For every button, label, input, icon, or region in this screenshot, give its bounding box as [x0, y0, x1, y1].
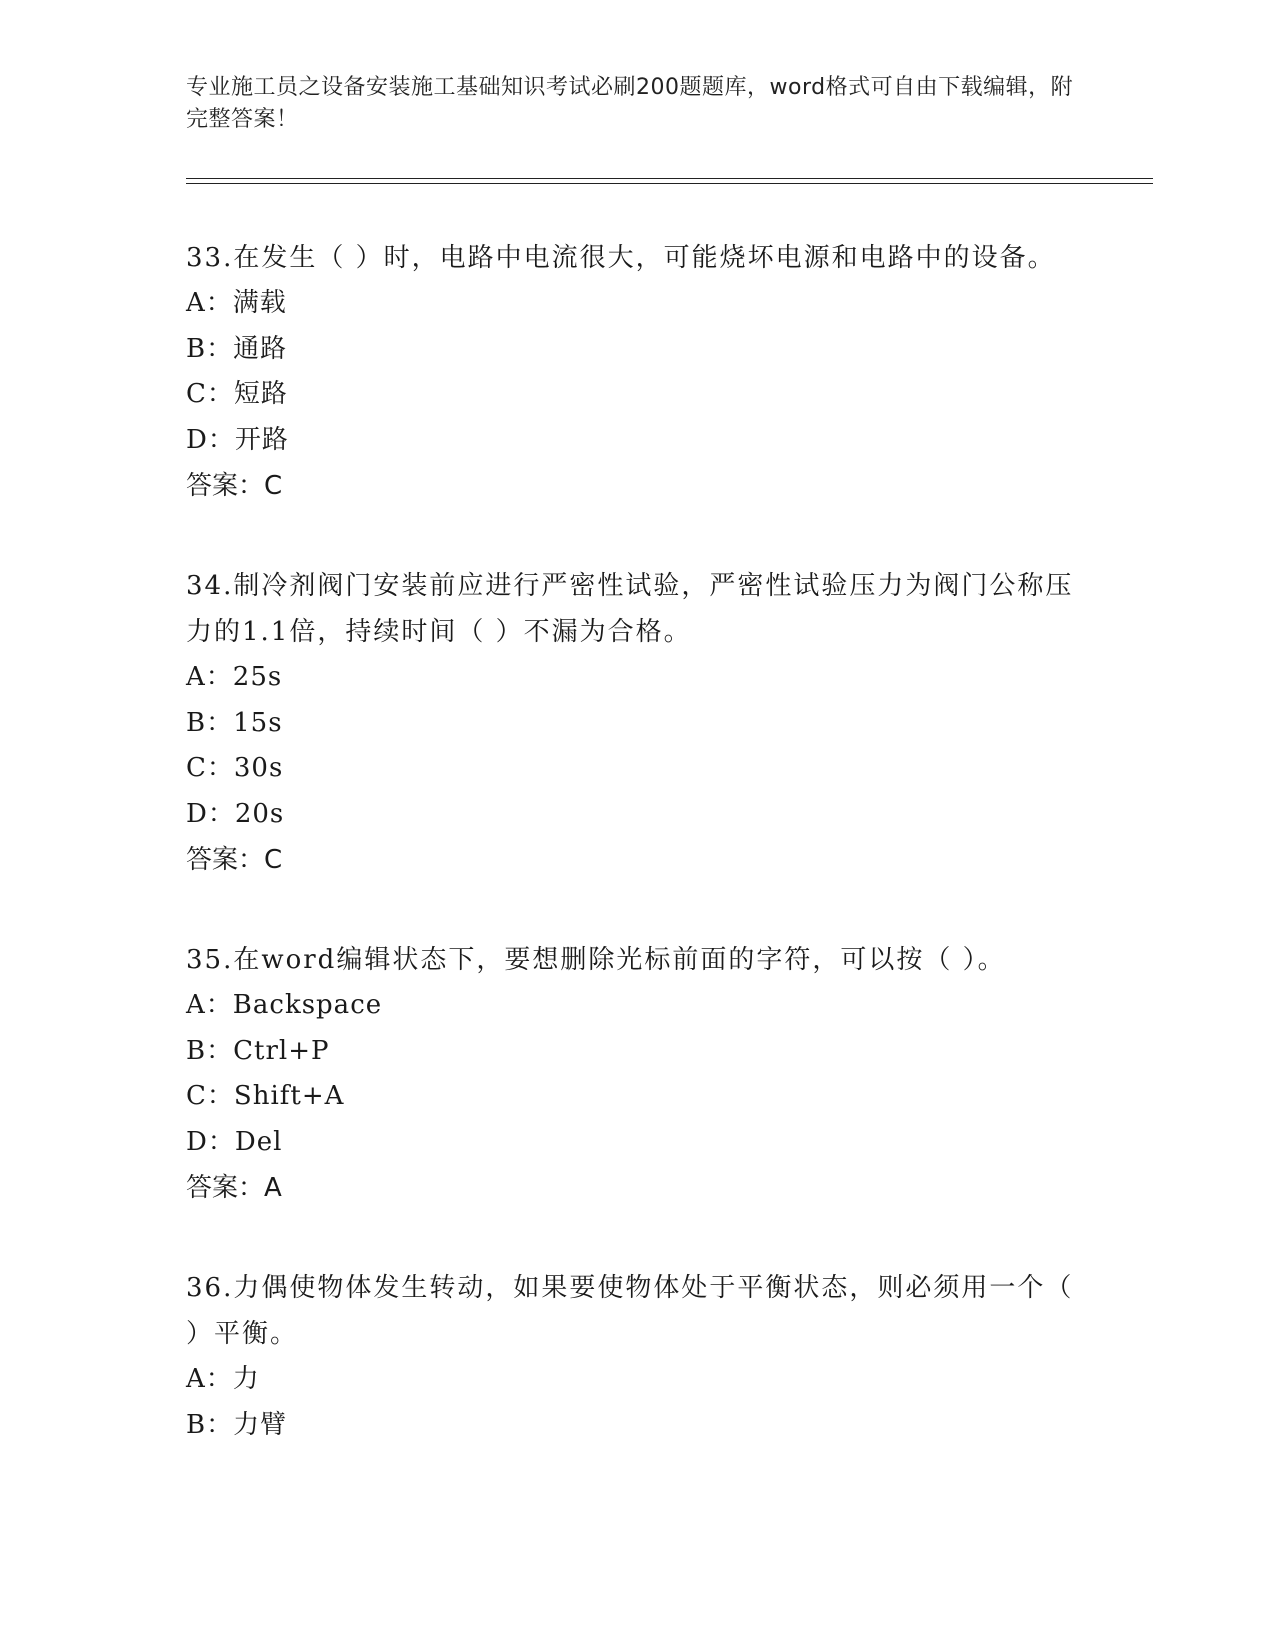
option-a: A：Backspace [186, 990, 383, 1020]
answer: 答案：C [186, 471, 283, 501]
question-33 [186, 235, 1086, 509]
option-b: B：Ctrl+P [186, 1035, 330, 1066]
option-c: C：30s [186, 753, 284, 783]
question-36 [186, 1265, 1086, 1448]
question-35 [186, 937, 1086, 1211]
header-divider-top [186, 178, 1153, 179]
option-a: A：25s [186, 662, 283, 692]
option-b: B：力臂 [186, 1409, 288, 1440]
answer: 答案：C [186, 845, 283, 875]
answer: 答案：A [186, 1173, 282, 1203]
option-d: D：开路 [186, 424, 289, 455]
question-text: 36.力偶使物体发生转动，如果要使物体处于平衡状态，则必须用一个（ ）平衡。 [186, 1273, 1074, 1349]
option-b: B：通路 [186, 333, 288, 364]
option-c: C：Shift+A [186, 1081, 345, 1111]
option-c: C：短路 [186, 379, 288, 409]
option-b: B：15s [186, 707, 283, 738]
document-header: 专业施工员之设备安装施工基础知识考试必刷200题题库，word格式可自由下载编辑，附完整答案！ [186, 75, 1074, 132]
question-text: 34.制冷剂阀门安装前应进行严密性试验，严密性试验压力为阀门公称压力的1.1倍，持续时间（ ）不漏为合格。 [186, 571, 1074, 647]
question-text: 33.在发生（ ）时，电路中电流很大，可能烧坏电源和电路中的设备。 [186, 243, 1056, 273]
option-a: A：满载 [186, 288, 287, 318]
question-list [186, 235, 1086, 1502]
header-divider-bottom [186, 183, 1153, 184]
option-d: D：20s [186, 798, 285, 829]
question-34 [186, 563, 1086, 883]
option-a: A：力 [186, 1364, 260, 1394]
option-d: D：Del [186, 1126, 283, 1157]
question-text: 35.在word编辑状态下，要想删除光标前面的字符，可以按（ ）。 [186, 945, 1006, 975]
